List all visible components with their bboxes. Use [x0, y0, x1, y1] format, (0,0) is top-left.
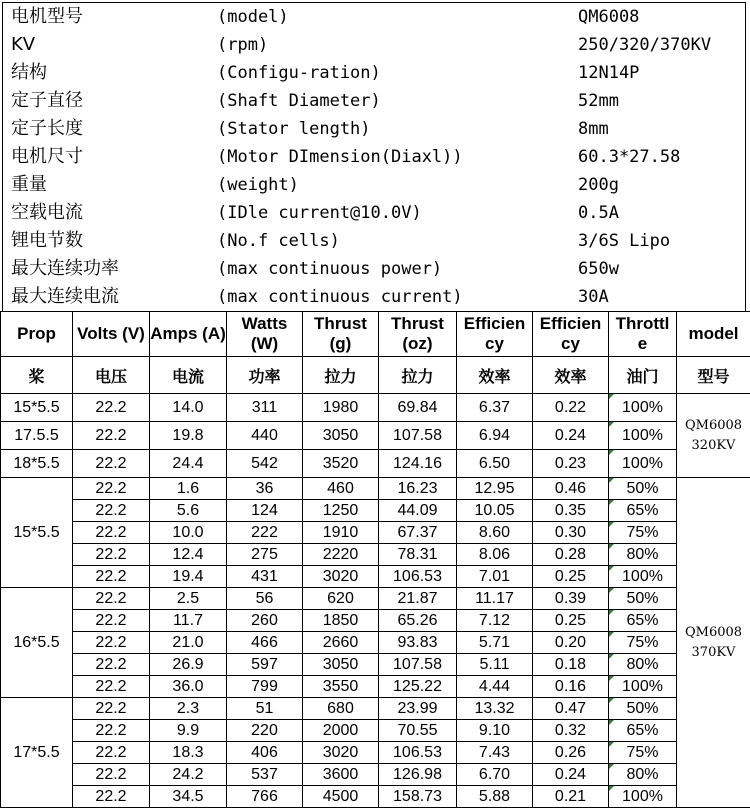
table-cell: 0.35 [533, 500, 609, 522]
table-cell: 26.9 [150, 654, 227, 676]
column-header: Watts (W) [227, 312, 303, 357]
table-cell: 0.28 [533, 544, 609, 566]
throttle-value: 100% [622, 398, 663, 416]
table-cell: 10.05 [457, 500, 533, 522]
table-cell: 18.3 [150, 742, 227, 764]
table-cell: 126.98 [379, 764, 457, 786]
table-cell: 0.23 [533, 450, 609, 478]
spec-row [3, 31, 745, 59]
throttle-value: 80% [626, 545, 659, 563]
column-header-cn: 电压 [73, 357, 150, 394]
spec-value: 650w [578, 259, 619, 279]
column-header-cn: 效率 [457, 357, 533, 394]
table-cell: 4.44 [457, 676, 533, 698]
table-cell: 1980 [303, 394, 379, 422]
spec-row [3, 3, 745, 31]
spec-value: 52mm [578, 91, 619, 111]
table-cell: 311 [227, 394, 303, 422]
throttle-cell [609, 450, 677, 478]
spec-label-en: (weight) [217, 175, 299, 195]
spec-label-cn: 结构 [11, 62, 47, 83]
throttle-value: 100% [622, 426, 663, 444]
table-cell: 70.55 [379, 720, 457, 742]
spec-value: 12N14P [578, 63, 640, 83]
table-row [1, 544, 750, 566]
table-row [1, 394, 750, 422]
table-cell: 36 [227, 478, 303, 500]
column-header: Volts (V) [73, 312, 150, 357]
table-cell: 67.37 [379, 522, 457, 544]
table-cell: 22.2 [73, 588, 150, 610]
table-cell: 2220 [303, 544, 379, 566]
table-cell: 124 [227, 500, 303, 522]
prop-cell: 18*5.5 [1, 450, 73, 478]
table-cell: 7.43 [457, 742, 533, 764]
table-cell: 0.25 [533, 610, 609, 632]
table-cell: 158.73 [379, 786, 457, 808]
spec-value: 0.5A [578, 203, 619, 223]
table-cell: 440 [227, 422, 303, 450]
table-cell: 36.0 [150, 676, 227, 698]
table-cell: 22.2 [73, 676, 150, 698]
table-cell: 93.83 [379, 632, 457, 654]
spec-row [3, 171, 745, 199]
spec-label-cn: 电机尺寸 [11, 146, 83, 167]
table-cell: 0.22 [533, 394, 609, 422]
table-cell: 22.2 [73, 544, 150, 566]
spec-value: 60.3*27.58 [578, 147, 681, 167]
table-cell: 78.31 [379, 544, 457, 566]
column-header: Amps (A) [150, 312, 227, 357]
table-cell: 5.6 [150, 500, 227, 522]
spec-value: 8mm [578, 119, 609, 139]
table-row [1, 786, 750, 808]
throttle-cell [609, 676, 677, 698]
spec-label-cn: 最大连续功率 [11, 258, 119, 279]
spec-label-en: (max continuous current) [217, 287, 463, 307]
table-cell: 107.58 [379, 654, 457, 676]
throttle-value: 75% [626, 633, 659, 651]
prop-cell: 15*5.5 [1, 478, 73, 588]
spec-label-en: (Motor DImension(Diaxl)) [217, 147, 463, 167]
throttle-value: 80% [626, 765, 659, 783]
table-cell: 460 [303, 478, 379, 500]
comment-marker-icon [609, 786, 614, 791]
spec-label-cn: KV [11, 34, 36, 55]
column-header-cn: 效率 [533, 357, 609, 394]
comment-marker-icon [609, 742, 614, 747]
table-cell: 431 [227, 566, 303, 588]
table-cell: 11.17 [457, 588, 533, 610]
throttle-value: 75% [626, 523, 659, 541]
comment-marker-icon [609, 394, 614, 399]
spec-row [3, 59, 745, 87]
comment-marker-icon [609, 422, 614, 427]
comment-marker-icon [609, 764, 614, 769]
throttle-value: 50% [626, 699, 659, 717]
table-cell: 16.23 [379, 478, 457, 500]
column-header: Throttl e [609, 312, 677, 357]
comment-marker-icon [609, 698, 614, 703]
table-cell: 4500 [303, 786, 379, 808]
spec-label-cn: 电机型号 [11, 6, 83, 27]
table-cell: 6.70 [457, 764, 533, 786]
spec-box [2, 2, 746, 312]
column-header: Efficien cy [457, 312, 533, 357]
table-cell: 0.20 [533, 632, 609, 654]
table-cell: 11.7 [150, 610, 227, 632]
table-cell: 22.2 [73, 450, 150, 478]
table-cell: 0.18 [533, 654, 609, 676]
table-row [1, 632, 750, 654]
table-cell: 8.06 [457, 544, 533, 566]
table-cell: 107.58 [379, 422, 457, 450]
table-cell: 10.0 [150, 522, 227, 544]
table-cell: 22.2 [73, 422, 150, 450]
table-cell: 22.2 [73, 522, 150, 544]
spec-value: 3/6S Lipo [578, 231, 671, 251]
header-row-en [1, 312, 750, 357]
column-header-cn: 油门 [609, 357, 677, 394]
table-body [1, 357, 750, 808]
column-header: Thrust (oz) [379, 312, 457, 357]
model-cell: QM6008 370KV [677, 478, 750, 808]
table-cell: 22.2 [73, 698, 150, 720]
table-cell: 24.2 [150, 764, 227, 786]
table-cell: 597 [227, 654, 303, 676]
throttle-value: 65% [626, 611, 659, 629]
table-cell: 6.94 [457, 422, 533, 450]
throttle-cell [609, 478, 677, 500]
comment-marker-icon [609, 676, 614, 681]
table-cell: 466 [227, 632, 303, 654]
table-cell: 6.37 [457, 394, 533, 422]
throttle-cell [609, 588, 677, 610]
table-cell: 6.50 [457, 450, 533, 478]
table-cell: 3600 [303, 764, 379, 786]
spec-value: 30A [578, 287, 609, 307]
comment-marker-icon [609, 450, 614, 455]
table-header [1, 312, 750, 357]
throttle-value: 65% [626, 501, 659, 519]
throttle-value: 80% [626, 655, 659, 673]
spec-label-cn: 锂电节数 [11, 230, 83, 251]
throttle-cell [609, 654, 677, 676]
model-cell: QM6008 320KV [677, 394, 750, 478]
table-cell: 21.87 [379, 588, 457, 610]
table-cell: 44.09 [379, 500, 457, 522]
table-row [1, 676, 750, 698]
throttle-cell [609, 566, 677, 588]
throttle-cell [609, 422, 677, 450]
spec-label-cn: 空载电流 [11, 202, 83, 223]
prop-cell: 15*5.5 [1, 394, 73, 422]
table-cell: 220 [227, 720, 303, 742]
table-cell: 3550 [303, 676, 379, 698]
throttle-cell [609, 522, 677, 544]
table-row [1, 478, 750, 500]
table-cell: 0.39 [533, 588, 609, 610]
column-header-cn: 功率 [227, 357, 303, 394]
table-cell: 3020 [303, 566, 379, 588]
table-cell: 680 [303, 698, 379, 720]
throttle-cell [609, 610, 677, 632]
spec-label-en: (No.f cells) [217, 231, 340, 251]
throttle-value: 75% [626, 743, 659, 761]
table-cell: 22.2 [73, 786, 150, 808]
throttle-value: 100% [622, 787, 663, 805]
table-cell: 0.26 [533, 742, 609, 764]
table-cell: 0.32 [533, 720, 609, 742]
table-cell: 1250 [303, 500, 379, 522]
table-cell: 9.10 [457, 720, 533, 742]
table-cell: 22.2 [73, 500, 150, 522]
spec-value: 200g [578, 175, 619, 195]
throttle-value: 100% [622, 567, 663, 585]
table-cell: 8.60 [457, 522, 533, 544]
table-cell: 125.22 [379, 676, 457, 698]
table-cell: 106.53 [379, 742, 457, 764]
table-cell: 275 [227, 544, 303, 566]
throttle-cell [609, 742, 677, 764]
throttle-value: 100% [622, 677, 663, 695]
table-cell: 406 [227, 742, 303, 764]
table-cell: 22.2 [73, 632, 150, 654]
table-cell: 0.21 [533, 786, 609, 808]
spec-row [3, 283, 745, 311]
table-cell: 7.01 [457, 566, 533, 588]
table-cell: 19.4 [150, 566, 227, 588]
throttle-value: 50% [626, 479, 659, 497]
comment-marker-icon [609, 566, 614, 571]
column-header: Thrust (g) [303, 312, 379, 357]
table-cell: 34.5 [150, 786, 227, 808]
throttle-cell [609, 394, 677, 422]
table-cell: 21.0 [150, 632, 227, 654]
table-cell: 3050 [303, 654, 379, 676]
table-cell: 23.99 [379, 698, 457, 720]
throttle-cell [609, 500, 677, 522]
table-cell: 12.4 [150, 544, 227, 566]
spec-row [3, 143, 745, 171]
prop-cell: 16*5.5 [1, 588, 73, 698]
table-row [1, 610, 750, 632]
spec-row [3, 227, 745, 255]
comment-marker-icon [609, 720, 614, 725]
spec-label-en: (max continuous power) [217, 259, 443, 279]
table-cell: 13.32 [457, 698, 533, 720]
column-header-cn: 型号 [677, 357, 750, 394]
table-cell: 1.6 [150, 478, 227, 500]
table-cell: 0.24 [533, 422, 609, 450]
throttle-cell [609, 632, 677, 654]
table-cell: 3520 [303, 450, 379, 478]
table-cell: 2660 [303, 632, 379, 654]
table-cell: 9.9 [150, 720, 227, 742]
table-cell: 3020 [303, 742, 379, 764]
table-cell: 2000 [303, 720, 379, 742]
table-cell: 1850 [303, 610, 379, 632]
comment-marker-icon [609, 632, 614, 637]
table-cell: 22.2 [73, 742, 150, 764]
spec-label-cn: 定子长度 [11, 118, 83, 139]
table-cell: 22.2 [73, 566, 150, 588]
table-cell: 56 [227, 588, 303, 610]
table-cell: 7.12 [457, 610, 533, 632]
table-row [1, 500, 750, 522]
table-cell: 542 [227, 450, 303, 478]
spec-label-en: (Configu-ration) [217, 63, 381, 83]
table-cell: 69.84 [379, 394, 457, 422]
column-header-cn: 拉力 [303, 357, 379, 394]
header-row-cn [1, 357, 750, 394]
spec-label-cn: 定子直径 [11, 90, 83, 111]
table-cell: 5.71 [457, 632, 533, 654]
spec-row [3, 255, 745, 283]
throttle-value: 65% [626, 721, 659, 739]
table-row [1, 422, 750, 450]
table-cell: 2.3 [150, 698, 227, 720]
column-header-cn: 拉力 [379, 357, 457, 394]
table-cell: 124.16 [379, 450, 457, 478]
table-cell: 0.25 [533, 566, 609, 588]
table-cell: 22.2 [73, 720, 150, 742]
table-cell: 5.11 [457, 654, 533, 676]
table-cell: 0.16 [533, 676, 609, 698]
table-row [1, 450, 750, 478]
throttle-cell [609, 720, 677, 742]
table-cell: 51 [227, 698, 303, 720]
throttle-cell [609, 786, 677, 808]
comment-marker-icon [609, 500, 614, 505]
spec-label-cn: 最大连续电流 [11, 286, 119, 307]
table-cell: 24.4 [150, 450, 227, 478]
column-header: Prop [1, 312, 73, 357]
table-cell: 106.53 [379, 566, 457, 588]
table-cell: 5.88 [457, 786, 533, 808]
spec-label-en: (model) [217, 7, 289, 27]
spec-row [3, 115, 745, 143]
spec-row [3, 87, 745, 115]
table-row [1, 742, 750, 764]
prop-cell: 17.5.5 [1, 422, 73, 450]
table-cell: 222 [227, 522, 303, 544]
column-header-cn: 电流 [150, 357, 227, 394]
spec-label-en: (Shaft Diameter) [217, 91, 381, 111]
table-cell: 620 [303, 588, 379, 610]
throttle-value: 100% [622, 454, 663, 472]
comment-marker-icon [609, 654, 614, 659]
throttle-cell [609, 764, 677, 786]
table-row [1, 698, 750, 720]
table-cell: 22.2 [73, 764, 150, 786]
table-cell: 766 [227, 786, 303, 808]
spec-value: 250/320/370KV [578, 35, 712, 55]
performance-table [0, 311, 750, 808]
table-cell: 12.95 [457, 478, 533, 500]
prop-cell: 17*5.5 [1, 698, 73, 808]
table-cell: 22.2 [73, 654, 150, 676]
table-cell: 0.30 [533, 522, 609, 544]
table-cell: 22.2 [73, 394, 150, 422]
spec-label-en: (IDle current@10.0V) [217, 203, 422, 223]
table-cell: 537 [227, 764, 303, 786]
throttle-value: 50% [626, 589, 659, 607]
table-cell: 22.2 [73, 610, 150, 632]
spec-label-en: (Stator length) [217, 119, 371, 139]
table-cell: 22.2 [73, 478, 150, 500]
table-cell: 14.0 [150, 394, 227, 422]
spec-label-cn: 重量 [11, 174, 47, 195]
column-header: Efficien cy [533, 312, 609, 357]
table-cell: 65.26 [379, 610, 457, 632]
table-cell: 2.5 [150, 588, 227, 610]
spec-label-en: (rpm) [217, 35, 269, 55]
table-cell: 1910 [303, 522, 379, 544]
comment-marker-icon [609, 544, 614, 549]
table-cell: 3050 [303, 422, 379, 450]
table-row [1, 522, 750, 544]
table-row [1, 566, 750, 588]
table-cell: 0.46 [533, 478, 609, 500]
table-row [1, 654, 750, 676]
table-cell: 19.8 [150, 422, 227, 450]
table-cell: 0.24 [533, 764, 609, 786]
table-row [1, 764, 750, 786]
comment-marker-icon [609, 478, 614, 483]
comment-marker-icon [609, 610, 614, 615]
throttle-cell [609, 698, 677, 720]
spec-row [3, 199, 745, 227]
column-header-cn: 桨 [1, 357, 73, 394]
column-header: model [677, 312, 750, 357]
table-cell: 799 [227, 676, 303, 698]
table-row [1, 720, 750, 742]
table-cell: 0.47 [533, 698, 609, 720]
comment-marker-icon [609, 522, 614, 527]
table-row [1, 588, 750, 610]
table-cell: 260 [227, 610, 303, 632]
throttle-cell [609, 544, 677, 566]
comment-marker-icon [609, 588, 614, 593]
spec-value: QM6008 [578, 7, 640, 27]
